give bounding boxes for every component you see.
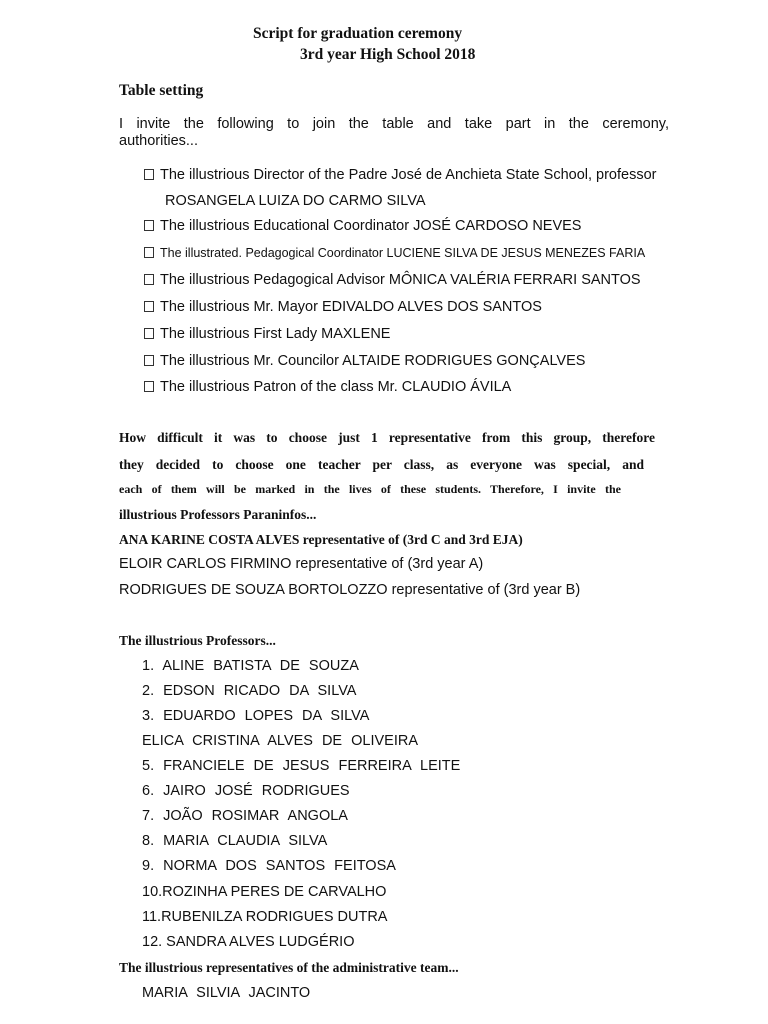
checkbox-icon (144, 220, 154, 231)
authority-item: The illustrious Pedagogical Advisor MÔNICA VALÉRIA FERRARI SANTOS (144, 272, 641, 288)
invite-line1: I invite the following to join the table and take part in the ceremony, (119, 116, 669, 132)
paraninfos-paragraph-line2: they decided to choose one teacher per class, as everyone was special, and (119, 457, 644, 472)
professor-list-item: 8. MARIA CLAUDIA SILVA (142, 833, 328, 849)
checkbox-icon (144, 301, 154, 312)
checkbox-icon (144, 274, 154, 285)
authority-item: The illustrious Educational Coordinator JOSÉ CARDOSO NEVES (144, 218, 581, 234)
paraninfo-representative: ANA KARINE COSTA ALVES representative of (3rd C and 3rd EJA) (119, 532, 523, 547)
authority-item: The illustrious First Lady MAXLENE (144, 326, 390, 342)
paraninfo-representative: RODRIGUES DE SOUZA BORTOLOZZO representative of (3rd year B) (119, 582, 581, 598)
professor-list-item: 2. EDSON RICADO DA SILVA (142, 683, 357, 699)
authority-item: The illustrious Mr. Mayor EDIVALDO ALVES DOS SANTOS (144, 299, 542, 315)
document-title-line1: Script for graduation ceremony (253, 25, 463, 42)
paraninfos-paragraph-line1: How difficult it was to choose just 1 representative from this group, therefore (119, 430, 655, 445)
checkbox-icon (144, 169, 154, 180)
professor-list-item: 9. NORMA DOS SANTOS FEITOSA (142, 858, 396, 874)
professor-list-item: 3. EDUARDO LOPES DA SILVA (142, 708, 370, 724)
authority-item: The illustrated. Pedagogical Coordinator LUCIENE SILVA DE JESUS MENEZES FARIA (144, 246, 645, 260)
professor-list-item: 5. FRANCIELE DE JESUS FERREIRA LEITE (142, 758, 461, 774)
invite-line2: authorities... (119, 133, 198, 149)
checkbox-icon (144, 247, 154, 258)
authority-item: The illustrious Director of the Padre José de Anchieta State School, professor (144, 167, 656, 183)
professors-heading: The illustrious Professors... (119, 633, 276, 648)
authority-item-continuation: ROSANGELA LUIZA DO CARMO SILVA (165, 193, 426, 209)
professor-list-item: 10.ROZINHA PERES DE CARVALHO (142, 884, 387, 900)
admin-team-member: MARIA SILVIA JACINTO (142, 985, 311, 1001)
paraninfo-representative: ELOIR CARLOS FIRMINO representative of (3rd year A) (119, 556, 484, 572)
admin-team-heading: The illustrious representatives of the administrative team... (119, 960, 459, 975)
checkbox-icon (144, 355, 154, 366)
professor-list-item: 6. JAIRO JOSÉ RODRIGUES (142, 783, 350, 799)
authority-item: The illustrious Mr. Councilor ALTAIDE RODRIGUES GONÇALVES (144, 353, 585, 369)
professor-list-item: ELICA CRISTINA ALVES DE OLIVEIRA (142, 733, 418, 749)
table-setting-heading: Table setting (119, 82, 204, 99)
paraninfos-paragraph-line3: each of them will be marked in the lives of these students. Therefore, I invite the (119, 482, 621, 496)
paraninfos-paragraph-line4: illustrious Professors Paraninfos... (119, 507, 317, 522)
checkbox-icon (144, 381, 154, 392)
checkbox-icon (144, 328, 154, 339)
document-title-line2: 3rd year High School 2018 (300, 46, 476, 63)
professor-list-item: 7. JOÃO ROSIMAR ANGOLA (142, 808, 348, 824)
professor-list-item: 11.RUBENILZA RODRIGUES DUTRA (142, 909, 388, 925)
professor-list-item: 1. ALINE BATISTA DE SOUZA (142, 658, 359, 674)
authority-item: The illustrious Patron of the class Mr. CLAUDIO ÁVILA (144, 379, 511, 395)
professor-list-item: 12. SANDRA ALVES LUDGÉRIO (142, 934, 355, 950)
